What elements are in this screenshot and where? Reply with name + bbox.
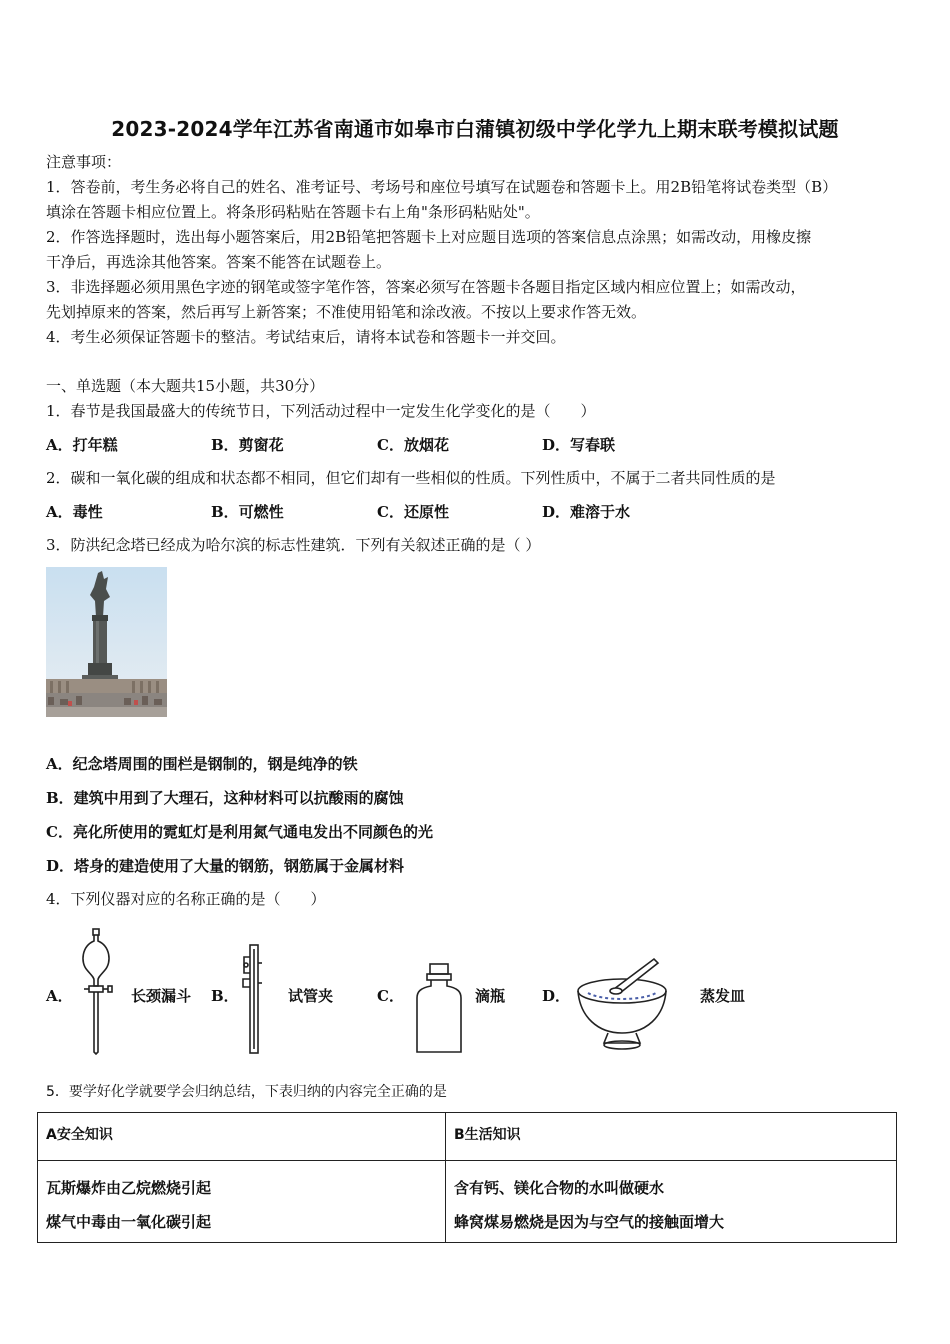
table-cell-line: 蜂窝煤易燃烧是因为与空气的接触面增大	[454, 1213, 725, 1231]
q1-option-c: C．放烟花	[377, 436, 449, 454]
q2-option-d: D．难溶于水	[542, 503, 631, 521]
q1-option-b: B．剪窗花	[211, 436, 284, 454]
notice-line: 1．答卷前，考生务必将自己的姓名、准考证号、考场号和座位号填写在试题卷和答题卡上。用2B铅笔将试卷类型（B）	[46, 178, 838, 196]
q1-option-d: D．写春联	[542, 436, 616, 454]
notice-line: 干净后，再选涂其他答案。答案不能答在试题卷上。	[46, 253, 392, 271]
table-header-a: A安全知识	[38, 1113, 446, 1161]
q3-option-a: A．纪念塔周围的围栏是钢制的，钢是纯净的铁	[46, 755, 358, 773]
table-cell-b	[446, 1161, 897, 1243]
test-tube-clamp-icon	[240, 943, 268, 1055]
question-1-stem: 1．春节是我国最盛大的传统节日，下列活动过程中一定发生化学变化的是（ ）	[46, 402, 596, 420]
notice-line: 先划掉原来的答案，然后再写上新答案；不准使用铅笔和涂改液。不按以上要求作答无效。	[46, 303, 647, 321]
q2-option-c: C．还原性	[377, 503, 449, 521]
separatory-funnel-icon	[76, 928, 118, 1056]
q4-letter-b: B．	[211, 987, 239, 1005]
q4-letter-a: A．	[46, 987, 73, 1005]
q4-label-d: 蒸发皿	[700, 987, 746, 1005]
notice-heading: 注意事项：	[46, 153, 122, 171]
q4-label-b: 试管夹	[288, 987, 334, 1005]
mortar-pestle-icon	[574, 955, 670, 1055]
q4-letter-c: C．	[377, 987, 404, 1005]
monument-photo	[46, 567, 167, 717]
q4-label-c: 滴瓶	[475, 987, 506, 1005]
q4-letter-d: D．	[542, 987, 571, 1005]
table-header-b: B生活知识	[446, 1113, 897, 1161]
section-heading: 一、单选题（本大题共15小题，共30分）	[46, 377, 325, 395]
q2-option-a: A．毒性	[46, 503, 103, 521]
question-2-stem: 2．碳和一氧化碳的组成和状态都不相同，但它们却有一些相似的性质。下列性质中，不属于二者共同性质的是	[46, 469, 776, 487]
table-row	[38, 1161, 897, 1243]
reagent-bottle-icon	[414, 962, 464, 1054]
q3-option-d: D．塔身的建造使用了大量的钢筋，钢筋属于金属材料	[46, 857, 405, 875]
table-cell-a	[38, 1161, 446, 1243]
notice-line: 4．考生必须保证答题卡的整洁。考试结束后，请将本试卷和答题卡一并交回。	[46, 328, 566, 346]
notice-line: 3．非选择题必须用黑色字迹的钢笔或签字笔作答，答案必须写在答题卡各题目指定区域内相应位置上；如需改动，	[46, 278, 806, 296]
q3-option-c: C．亮化所使用的霓虹灯是利用氮气通电发出不同颜色的光	[46, 823, 433, 841]
question-5-stem: 5．要学好化学就要学会归纳总结，下表归纳的内容完全正确的是	[46, 1084, 447, 1100]
page-title: 2023-2024学年江苏省南通市如皋市白蒲镇初级中学化学九上期末联考模拟试题	[111, 117, 839, 141]
question-3-stem: 3．防洪纪念塔已经成为哈尔滨的标志性建筑．下列有关叙述正确的是（ ）	[46, 536, 541, 554]
table-cell-line: 瓦斯爆炸由乙烷燃烧引起	[46, 1179, 212, 1197]
notice-line: 2．作答选择题时，选出每小题答案后，用2B铅笔把答题卡上对应题目选项的答案信息点涂黑；如需改动，用橡皮擦	[46, 228, 812, 246]
table-cell-line: 含有钙、镁化合物的水叫做硬水	[454, 1179, 665, 1197]
summary-table	[37, 1112, 897, 1243]
q3-option-b: B．建筑中用到了大理石，这种材料可以抗酸雨的腐蚀	[46, 789, 404, 807]
q1-option-a: A．打年糕	[46, 436, 118, 454]
table-cell-line: 煤气中毒由一氧化碳引起	[46, 1213, 212, 1231]
notice-line: 填涂在答题卡相应位置上。将条形码粘贴在答题卡右上角"条形码粘贴处"。	[46, 203, 540, 221]
q2-option-b: B．可燃性	[211, 503, 284, 521]
table-header-row	[38, 1113, 897, 1161]
question-4-stem: 4．下列仪器对应的名称正确的是（ ）	[46, 890, 326, 908]
q4-label-a: 长颈漏斗	[131, 987, 192, 1005]
